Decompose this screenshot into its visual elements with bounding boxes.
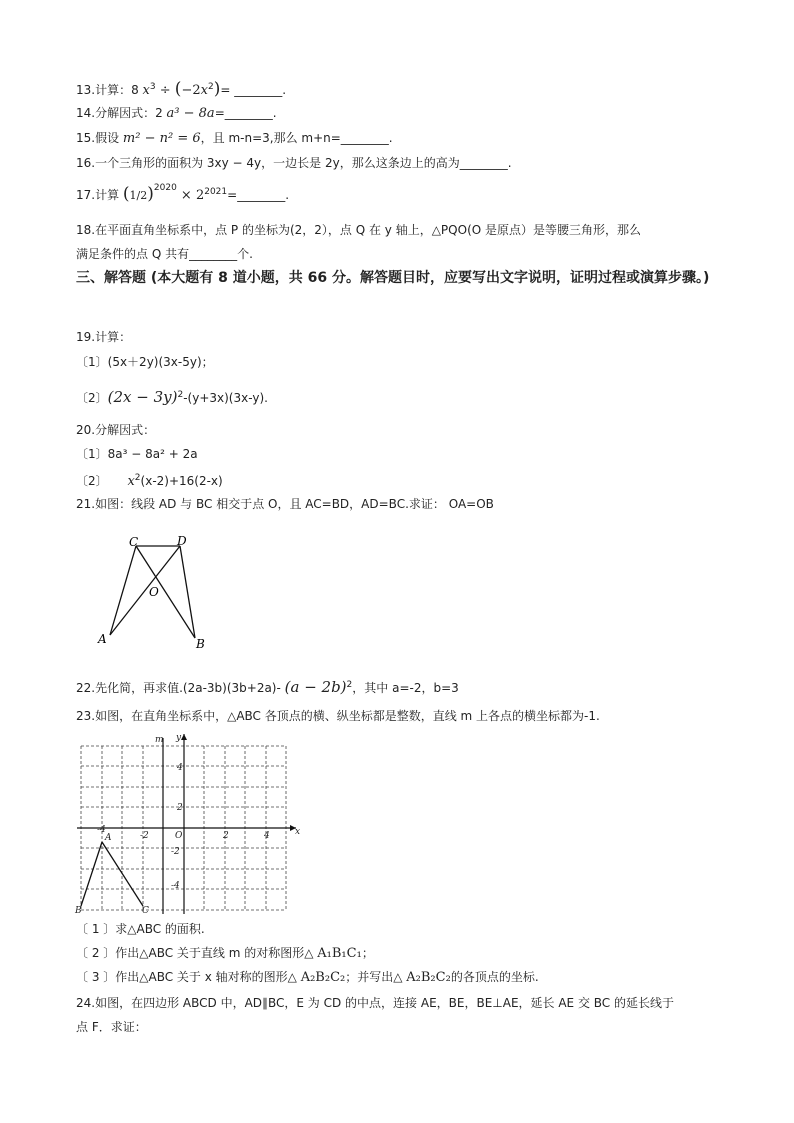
- question-21: 21.如图：线段 AD 与 BC 相交于点 O，且 AC=BD，AD=BC.求证： OA=OB: [76, 497, 494, 511]
- question-13: 13.计算：8 $x^3 \div (-2x^2)=$ ________.: [76, 79, 287, 99]
- tick-y-2: 2: [177, 803, 183, 813]
- section-3-heading: 三、解答题 (本大题有 8 道小题，共 66 分。解答题目时，应要写出文字说明，证明过程或演算步骤。): [76, 270, 710, 286]
- question-20-title: 20.分解因式：: [76, 423, 156, 437]
- label-d: D: [177, 534, 187, 548]
- label-point-b: B: [75, 906, 82, 916]
- segment-cb: [136, 546, 195, 638]
- label-origin: O: [175, 831, 183, 841]
- question-23-part3: 〔 3 〕作出△ABC 关于 x 轴对称的图形△ A₂B₂C₂；并写出△ A₂B₂C₂的各顶点的坐标.: [76, 970, 539, 985]
- question-16: 16.一个三角形的面积为 3xy − 4y，一边长是 2y，那么这条边上的高为________.: [76, 156, 512, 170]
- question-24-line2: 点 F．求证：: [76, 1020, 147, 1034]
- question-19-part1: 〔1〕(5x＋2y)(3x-5y)；: [76, 355, 214, 369]
- question-19-title: 19.计算：: [76, 330, 132, 344]
- q23-grid-figure: [74, 730, 304, 916]
- question-23-part1: 〔 1 〕求△ABC 的面积.: [76, 922, 205, 936]
- tick-x-neg4: -4: [97, 825, 106, 835]
- label-o: O: [149, 585, 159, 599]
- question-19-part2: 〔2〕$(2x - 3y)^2-(y+3x)(3x-y)$.: [76, 388, 268, 406]
- question-24-line1: 24.如图，在四边形 ABCD 中，AD∥BC，E 为 CD 的中点，连接 AE，BE，BE⊥AE，延长 AE 交 BC 的延长线于: [76, 996, 674, 1010]
- segment-db: [180, 546, 195, 638]
- tick-x-2: 2: [223, 831, 229, 841]
- segment-ca: [110, 546, 136, 635]
- label-y: y: [176, 733, 182, 743]
- y-axis-arrow: [181, 734, 187, 740]
- question-20-part2: 〔2〕 $x^2(x-2)+16(2-x)$: [76, 473, 223, 489]
- label-c: C: [129, 535, 139, 549]
- label-a: A: [98, 632, 107, 646]
- question-22: 22.先化简，再求值.(2a-3b)(3b+2a)- $(a - 2b)^2$，其中 a=-2，b=3: [76, 678, 459, 696]
- triangle-abc: [81, 842, 143, 906]
- q21-figure: [90, 532, 220, 657]
- label-point-a: A: [105, 833, 112, 843]
- label-point-c: C: [142, 906, 149, 916]
- tick-x-4: 4: [264, 831, 270, 841]
- question-20-part1: 〔1〕8a³ − 8a² + 2a: [76, 447, 198, 461]
- tick-y-4: 4: [177, 763, 183, 773]
- question-15: 15.假设 m² − n² = 6，且 m-n=3,那么 m+n=________.: [76, 131, 393, 146]
- label-x: x: [295, 827, 301, 837]
- question-17: 17.计算 $(1/2)^{2020}$ × $2^{2021}=\_\_\_\_\_\_\_\_$.: [76, 183, 290, 204]
- tick-y-neg2: -2: [171, 847, 180, 857]
- question-14: 14.分解因式：2 a³ − 8a=________.: [76, 106, 277, 121]
- label-b: B: [196, 637, 205, 651]
- label-m: m: [155, 735, 164, 745]
- question-23: 23.如图，在直角坐标系中，△ABC 各顶点的横、纵坐标都是整数，直线 m 上各点的横坐标都为-1.: [76, 709, 600, 723]
- question-18-line2: 满足条件的点 Q 共有________个.: [76, 247, 253, 261]
- question-23-part2: 〔 2 〕作出△ABC 关于直线 m 的对称图形△ A₁B₁C₁；: [76, 946, 374, 961]
- question-18-line1: 18.在平面直角坐标系中，点 P 的坐标为(2，2），点 Q 在 y 轴上，△PQO(O 是原点）是等腰三角形，那么: [76, 223, 642, 237]
- tick-y-neg4: -4: [171, 881, 180, 891]
- tick-x-neg2: -2: [140, 831, 149, 841]
